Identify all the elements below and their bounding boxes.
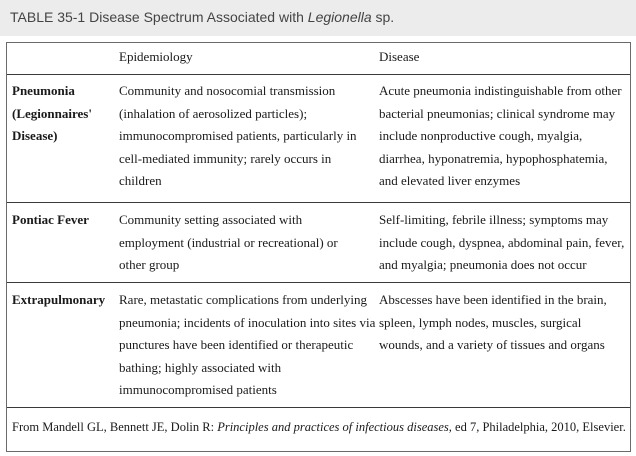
caption-bar [0,0,636,36]
row-pontiac-epidemiology: Community setting associated with employment (industrial or recreational) or other group [119,212,338,272]
row-pneumonia-disease: Acute pneumonia indistinguishable from other bacterial pneumonias; clinical syndrome may include nonproductive cough, myalgia, diarrhea, hyponatremia, hypophosphatemia, and elevated liver enzymes [379,83,622,188]
footer-prefix: From Mandell GL, Bennett JE, Dolin R: [12,420,218,434]
row-extrapulmonary-name: Extrapulmonary [12,292,106,307]
header-epidemiology: Epidemiology [119,49,193,64]
header-disease: Disease [379,49,420,64]
row-extrapulmonary-epidemiology: Rare, metastatic complications from underlying pneumonia; incidents of inoculation into sites via punctures have been identified or therapeutic bathing; highly associated with immunocompromised patients [119,292,376,397]
row-divider [7,282,630,283]
row-pneumonia-epidemiology: Community and nosocomial transmission (inhalation of aerosolized particles); immunocompromised patients, particularly in cell-mediated immunity; rarely occurs in children [119,83,357,188]
caption-suffix: sp. [371,9,395,25]
row-pontiac-disease: Self-limiting, febrile illness; symptoms may include cough, dyspnea, abdominal pain, fever, and myalgia; pneumonia does not occur [379,212,625,272]
caption-prefix: TABLE 35-1 Disease Spectrum Associated with [10,9,308,25]
row-divider [7,74,630,75]
row-divider [7,202,630,203]
table-caption [10,9,394,25]
table-footer [12,416,626,439]
row-extrapulmonary-disease: Abscesses have been identified in the brain, spleen, lymph nodes, muscles, surgical wounds, and a variety of tissues and organs [379,292,607,352]
disease-table [6,42,631,452]
footer-title: Principles and practices of infectious diseases, [217,420,452,434]
footer-suffix: ed 7, Philadelphia, 2010, Elsevier. [451,420,626,434]
row-divider [7,407,630,408]
row-pneumonia-name: Pneumonia (Legionnaires' Disease) [12,83,92,143]
caption-italic: Legionella [307,9,372,25]
row-pontiac-name: Pontiac Fever [12,212,89,227]
